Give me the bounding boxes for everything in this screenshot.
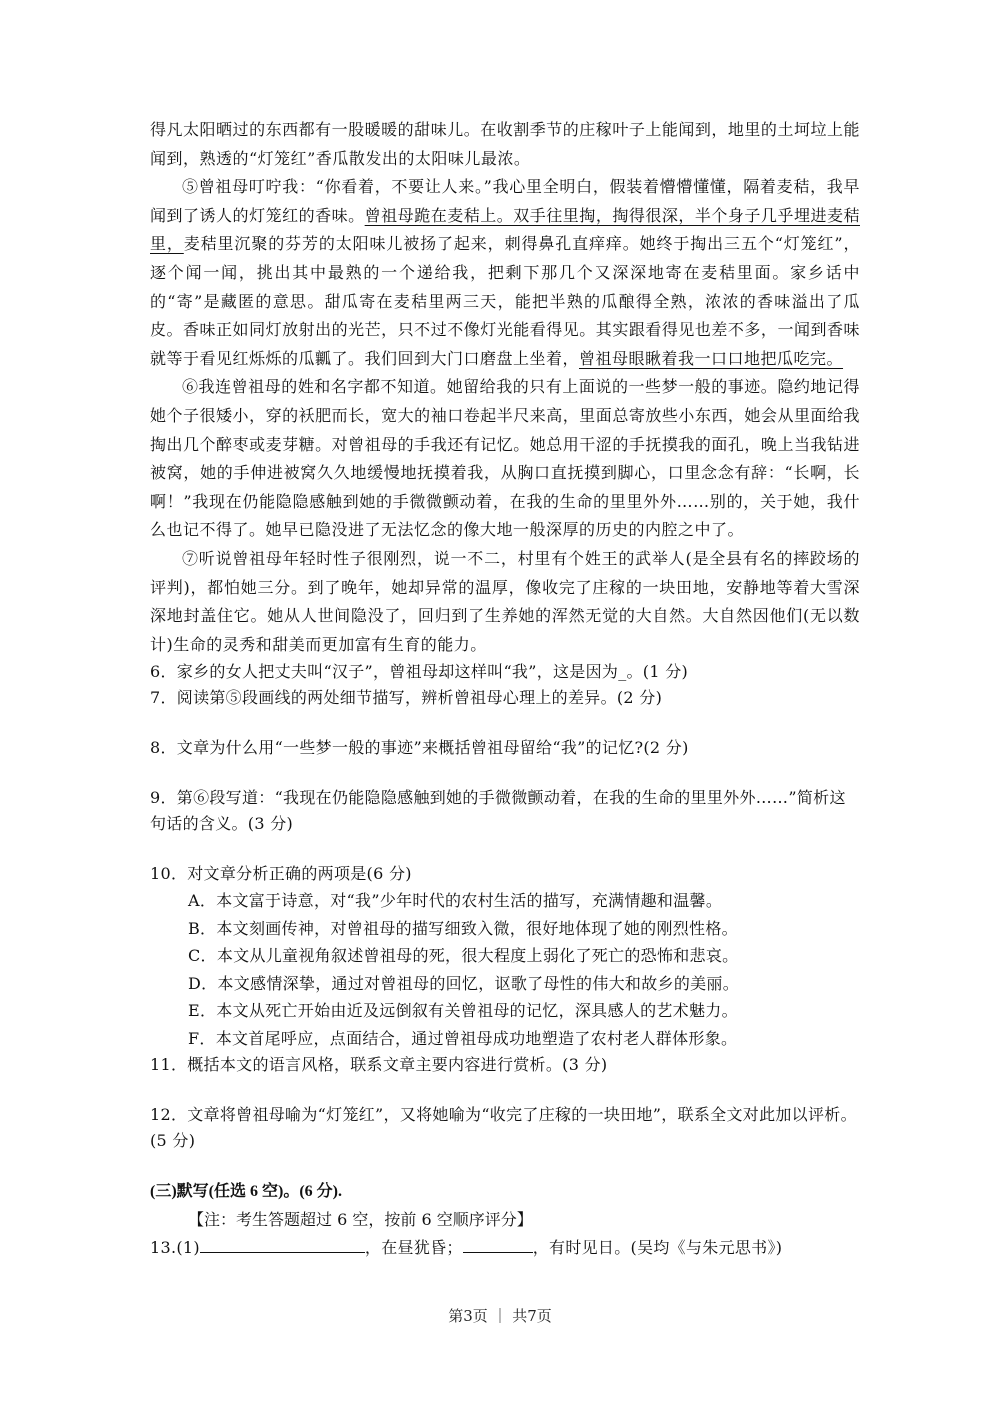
fill-blank-2[interactable] xyxy=(463,1234,533,1253)
paragraph-5-text-a: ⑤曾祖母叮咛我：“你看着，不要让人来。”我心里全明白，假装着懵懵懂懂，隔着麦秸，我早闻到了诱人的灯笼红的香味。 xyxy=(150,177,860,225)
option-a: A．本文富于诗意，对“我”少年时代的农村生活的描写，充满情趣和温馨。 xyxy=(188,891,723,911)
option-e: E．本文从死亡开始由近及远倒叙有关曾祖母的记忆，深具感人的艺术魅力。 xyxy=(188,1001,738,1021)
section-heading-dictation: (三)默写(任选 6 空)。(6 分). xyxy=(150,1183,342,1201)
option-c: C．本文从儿童视角叙述曾祖母的死，很大程度上弱化了死亡的恐怖和悲哀。 xyxy=(188,946,739,966)
question-13-end-text: ，有时见日。(吴均《与朱元思书》) xyxy=(532,1238,783,1258)
passage-paragraph-5 xyxy=(150,173,860,373)
paragraph-5-text-b: 麦秸里沉聚的芬芳的太阳味儿被扬了起来，刺得鼻孔直痒痒。她终于掏出三五个“灯笼红”，逐个闻一闻，挑出其中最熟的一个递给我，把剩下那几个又深深地寄在麦秸里面。家乡话中的“寄”是藏匿的意思。甜瓜寄在麦秸里两三天，能把半熟的瓜酿得全熟，浓浓的香味溢出了瓜皮。香味正如同灯放射出的光芒，只不过不像灯光能看得见。其实跟看得见也差不多，一闻到香味就等于看见红烁烁的瓜瓤了。我们回到大门口磨盘上坐着， xyxy=(150,234,860,368)
answer-space xyxy=(150,711,860,735)
question-6: 6．家乡的女人把丈夫叫“汉子”，曾祖母却这样叫“我”，这是因为_。(1 分) xyxy=(150,662,689,682)
option-d: D．本文感情深挚，通过对曾祖母的回忆，讴歌了母性的伟大和故乡的美丽。 xyxy=(188,973,740,993)
question-9: 9．第⑥段写道：“我现在仍能隐隐感触到她的手微微颤动着，在我的生命的里里外外……”简析这句话的含义。(3 分) xyxy=(150,788,846,834)
passage-and-questions xyxy=(150,116,860,1261)
answer-space xyxy=(150,837,860,861)
question-12: 12．文章将曾祖母喻为“灯笼红”，又将她喻为“收完了庄稼的一块田地”，联系全文对此加以评析。(5 分) xyxy=(150,1105,857,1151)
fill-blank-1[interactable] xyxy=(200,1234,365,1253)
passage-paragraph-6: ⑥我连曾祖母的姓和名字都不知道。她留给我的只有上面说的一些梦一般的事迹。隐约地记得她个子很矮小，穿的袄肥而长，宽大的袖口卷起半尺来高，里面总寄放些小东西，她会从里面给我掏出几个醉枣或麦芽糖。对曾祖母的手我还有记忆。她总用干涩的手抚摸我的面孔，晚上当我钻进被窝，她的手伸进被窝久久地缓慢地抚摸着我，从胸口直抚摸到脚心，口里念念有辞：“长啊，长啊！”我现在仍能隐隐感触到她的手微微颤动着，在我的生命的里里外外……别的，关于她，我什么也记不得了。她早已隐没进了无法忆念的像大地一般深厚的历史的内腔之中了。 xyxy=(150,377,860,540)
question-11: 11．概括本文的语言风格，联系文章主要内容进行赏析。(3 分) xyxy=(150,1055,608,1075)
question-7: 7．阅读第⑤段画线的两处细节描写，辨析曾祖母心理上的差异。(2 分) xyxy=(150,688,663,708)
question-13-mid-text: ，在昼犹昏； xyxy=(364,1238,463,1258)
question-13-label: 13.(1) xyxy=(150,1238,200,1258)
passage-paragraph-continued: 得凡太阳晒过的东西都有一股暖暖的甜味儿。在收割季节的庄稼叶子上能闻到，地里的土坷垃上能闻到，熟透的“灯笼红”香瓜散发出的太阳味儿最浓。 xyxy=(150,120,860,168)
option-f: F．本文首尾呼应，点面结合，通过曾祖母成功地塑造了农村老人群体形象。 xyxy=(188,1028,738,1048)
passage-paragraph-7: ⑦听说曾祖母年轻时性子很刚烈，说一不二，村里有个姓王的武举人(是全县有名的摔跤场的评判)，都怕她三分。到了晚年，她却异常的温厚，像收完了庄稼的一块田地，安静地等着大雪深深地封盖住它。她从人世间隐没了，回归到了生养她的浑然无觉的大自然。大自然因他们(无以数计)生命的灵秀和甜美而更加富有生育的能力。 xyxy=(150,548,860,654)
question-10: 10．对文章分析正确的两项是(6 分) xyxy=(150,864,412,884)
grading-note: 【注：考生答题超过 6 空，按前 6 空顺序评分】 xyxy=(188,1210,533,1230)
question-8: 8．文章为什么用“一些梦一般的事迹”来概括曾祖母留给“我”的记忆?(2 分) xyxy=(150,738,689,758)
option-b: B．本文刻画传神，对曾祖母的描写细致入微，很好地体现了她的刚烈性格。 xyxy=(188,918,738,938)
answer-space xyxy=(150,1154,860,1178)
page-footer: 第3页 ｜ 共7页 xyxy=(448,1307,552,1325)
underlined-detail-1: 曾祖母跪在麦秸上。双手往里掏，掏得很深，半个身子几乎埋进麦秸里， xyxy=(150,205,860,254)
question-13-line-1 xyxy=(150,1234,860,1261)
underlined-detail-2: 曾祖母眼瞅着我一口口地把瓜吃完。 xyxy=(579,348,844,368)
answer-space xyxy=(150,761,860,785)
answer-space xyxy=(150,1078,860,1102)
